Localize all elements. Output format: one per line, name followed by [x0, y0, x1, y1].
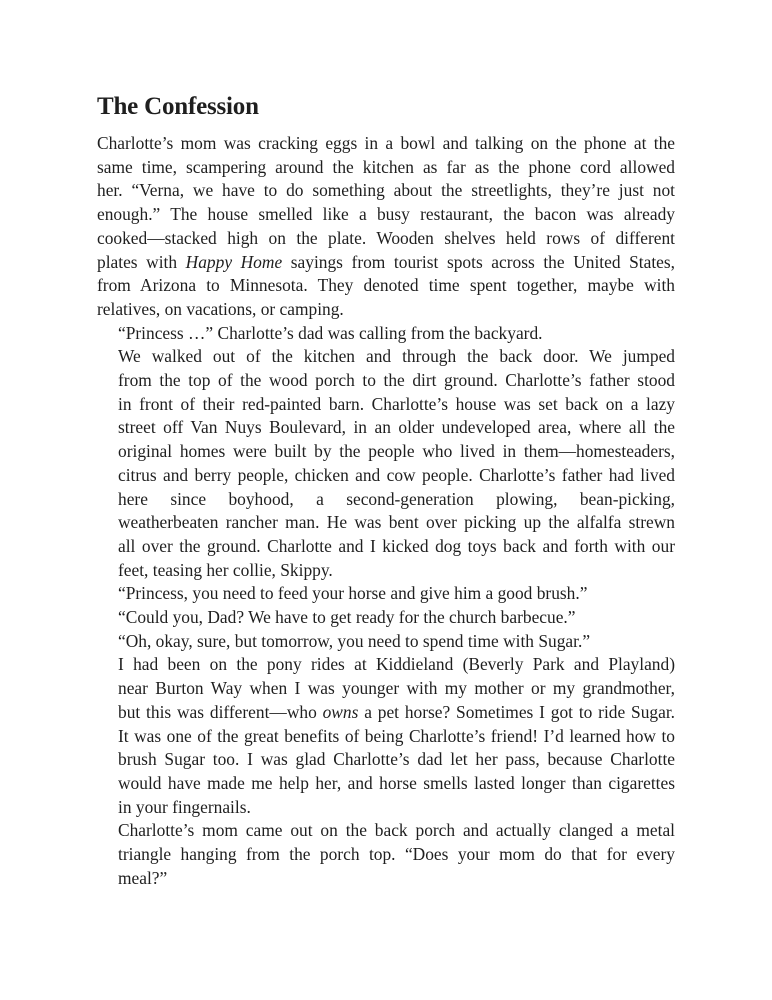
chapter-title: The Confession [97, 93, 259, 120]
text-line: I had been on the pony rides at Kiddieland (Beverly Park and Playland) [118, 654, 675, 675]
text-line: but this was different—who owns a pet horse? Sometimes I got to ride Sugar. [118, 701, 675, 722]
paragraph [97, 322, 675, 346]
text-line: would have made me help her, and horse smells lasted longer than cigarettes [118, 772, 675, 793]
paragraph [97, 582, 675, 606]
text-line: meal?” [118, 867, 168, 888]
text-line: We walked out of the kitchen and through the back door. We jumped [118, 346, 675, 367]
paragraph [97, 606, 675, 630]
paragraph [97, 630, 675, 654]
text-line: from Arizona to Minnesota. They denoted time spent together, maybe with [97, 275, 675, 296]
italic-text: Happy Home [185, 251, 283, 272]
text-line: “Oh, okay, sure, but tomorrow, you need to spend time with Sugar.” [118, 630, 591, 651]
paragraph [97, 819, 675, 890]
text-line: “Princess …” Charlotte’s dad was calling from the backyard. [118, 322, 543, 343]
chapter-body [97, 132, 675, 891]
text-line: “Could you, Dad? We have to get ready for the church barbecue.” [118, 607, 576, 628]
text-line: weatherbeaten rancher man. He was bent over picking up the alfalfa strewn [118, 512, 675, 533]
text-line: street off Van Nuys Boulevard, in an older undeveloped area, where all the [118, 417, 675, 438]
paragraph [97, 132, 675, 322]
text-line: It was one of the great benefits of being Charlotte’s friend! I’d learned how to [118, 725, 675, 746]
italic-text: owns [322, 701, 359, 722]
text-line: all over the ground. Charlotte and I kicked dog toys back and forth with our [118, 535, 675, 556]
text-line: from the top of the wood porch to the dirt ground. Charlotte’s father stood [118, 370, 675, 391]
text-line: same time, scampering around the kitchen as far as the phone cord allowed [97, 156, 675, 177]
paragraph [97, 345, 675, 582]
text-line: near Burton Way when I was younger with my mother or my grandmother, [118, 678, 675, 699]
text-line: her. “Verna, we have to do something about the streetlights, they’re just not [97, 180, 675, 201]
text-line: plates with Happy Home sayings from tourist spots across the United States, [97, 251, 676, 272]
text-line: “Princess, you need to feed your horse and give him a good brush.” [118, 583, 588, 604]
paragraph [97, 653, 675, 819]
text-line: original homes were built by the people who lived in them—homesteaders, [118, 441, 675, 462]
text-line: Charlotte’s mom came out on the back porch and actually clanged a metal [118, 820, 675, 841]
text-line: citrus and berry people, chicken and cow people. Charlotte’s father had lived [118, 464, 675, 485]
text-line: here since boyhood, a second-generation plowing, bean-picking, [118, 488, 675, 509]
text-line: in your fingernails. [118, 796, 251, 817]
text-line: feet, teasing her collie, Skippy. [118, 559, 333, 580]
text-line: in front of their red-painted barn. Charlotte’s house was set back on a lazy [118, 393, 675, 414]
text-line: triangle hanging from the porch top. “Does your mom do that for every [118, 844, 675, 865]
text-line: brush Sugar too. I was glad Charlotte’s dad let her pass, because Charlotte [118, 749, 675, 770]
text-line: enough.” The house smelled like a busy restaurant, the bacon was already [97, 204, 675, 225]
text-line: Charlotte’s mom was cracking eggs in a bowl and talking on the phone at the [97, 133, 675, 153]
text-line: relatives, on vacations, or camping. [97, 298, 344, 319]
text-line: cooked—stacked high on the plate. Wooden shelves held rows of different [97, 227, 675, 248]
